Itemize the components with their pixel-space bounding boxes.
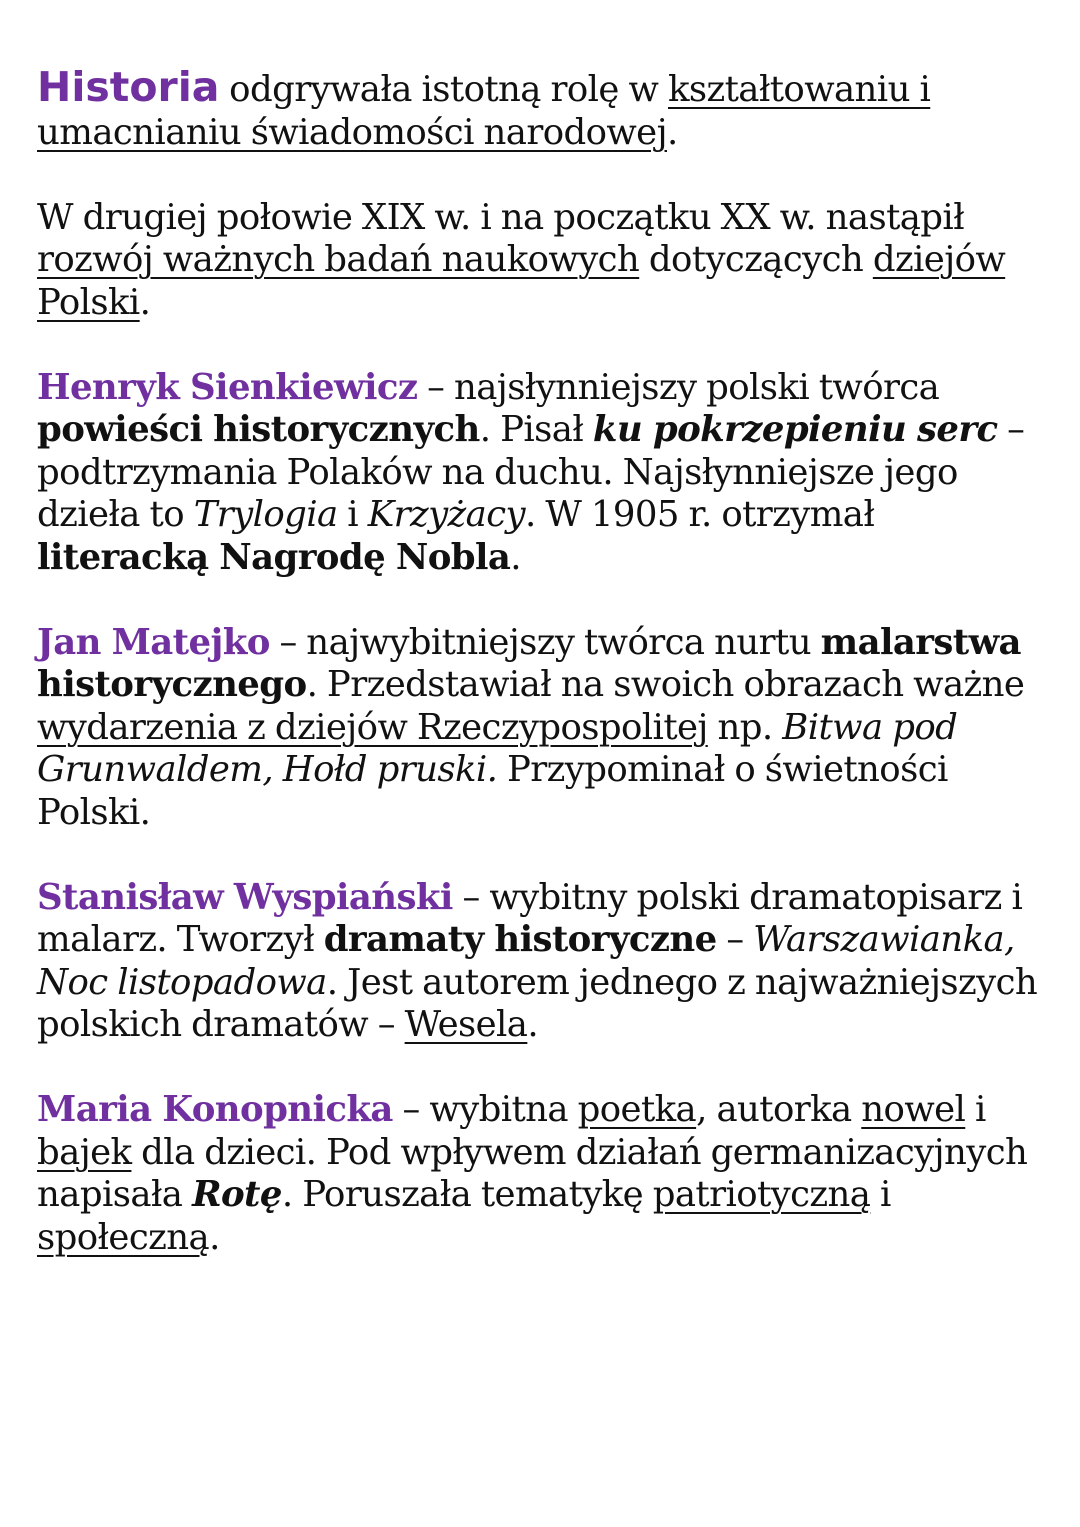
bold-italic-text: ku pokrzepieniu serc: [592, 409, 998, 450]
text-segment: . Przedstawiał na swoich obrazach ważne: [306, 664, 1025, 705]
text-segment: . W 1905 r. otrzymał: [524, 494, 875, 535]
person-name-sienkiewicz: Henryk Sienkiewicz: [37, 366, 418, 408]
text-segment: – najsłynniejszy polski twórca: [417, 366, 940, 408]
text-segment: – najwybitniejszy twórca nurtu: [269, 621, 821, 663]
text-segment: . Pisał: [479, 409, 593, 450]
heading-historia: Historia: [37, 63, 220, 111]
bold-text: malarstwa historycznego: [37, 621, 1021, 705]
underlined-text: bajek: [37, 1131, 132, 1173]
paragraph-konopnicka: [37, 1089, 1052, 1259]
text-segment: , autorka: [696, 1089, 862, 1130]
underlined-text: społeczną: [37, 1216, 210, 1258]
text-segment: – podtrzymania Polaków na duchu. Najsłynniejsze jego dzieła to: [37, 409, 1025, 535]
bold-text: literacką Nagrodę Nobla: [37, 536, 511, 578]
text-segment: odgrywała istotną rolę w: [219, 69, 668, 110]
bold-text: dramaty historyczne: [323, 919, 717, 960]
text-segment: i: [965, 1089, 986, 1130]
bold-italic-text: Rotę: [192, 1174, 282, 1215]
italic-text: Krzyżacy: [367, 494, 525, 535]
underlined-text: dziejów Polski: [37, 239, 1006, 323]
underlined-text: nowel: [861, 1089, 966, 1130]
text-segment: dla dzieci. Pod wpływem działań germanizacyjnych napisała: [37, 1131, 1028, 1215]
underlined-text: patriotyczną: [652, 1174, 871, 1215]
italic-text: Warszawianka, Noc listopadowa: [37, 919, 1015, 1003]
person-name-wyspianski: Stanisław Wyspiański: [37, 876, 453, 918]
text-segment: dotyczących: [639, 239, 873, 280]
underlined-text: wydarzenia z dziejów Rzeczypospolitej: [37, 706, 708, 748]
text-segment: Przypominał o świetności Polski.: [37, 749, 948, 833]
text-segment: i: [870, 1174, 891, 1215]
text-segment: i: [337, 494, 368, 535]
text-segment: .: [527, 1004, 539, 1045]
text-segment: np.: [707, 706, 783, 748]
text-segment: – wybitna: [392, 1089, 578, 1130]
person-name-matejko: Jan Matejko: [37, 621, 270, 663]
text-segment: –: [716, 919, 754, 960]
text-segment: .: [139, 281, 151, 323]
bold-text: powieści historycznych: [37, 409, 480, 450]
text-segment: . Jest autorem jednego z najważniejszych polskich dramatów –: [37, 961, 1038, 1045]
text-segment: .: [667, 111, 678, 153]
italic-text: Bitwa pod Grunwaldem, Hołd pruski.: [37, 706, 958, 790]
underlined-text: poetka: [577, 1089, 697, 1130]
text-segment: . Poruszała tematykę: [281, 1174, 653, 1215]
paragraph-sienkiewicz: [37, 367, 1052, 580]
text-segment: .: [209, 1216, 220, 1258]
text-segment: – wybitny polski dramatopisarz i malarz. Tworzył: [37, 876, 1023, 960]
paragraph-wyspianski: [37, 877, 1052, 1047]
paragraph-historia: [37, 63, 1052, 154]
text-segment: W drugiej połowie XIX w. i na początku XX w. nastąpił: [37, 196, 965, 238]
paragraph-matejko: [37, 622, 1052, 835]
text-segment: .: [510, 536, 521, 578]
person-name-konopnicka: Maria Konopnicka: [37, 1089, 393, 1130]
underlined-text: Wesela: [404, 1004, 528, 1045]
italic-text: Trylogia: [193, 494, 338, 535]
underlined-text: kształtowaniu i umacnianiu świadomości narodowej: [37, 69, 931, 153]
document-page: [37, 63, 1052, 1259]
underlined-text: rozwój ważnych badań naukowych: [37, 239, 640, 280]
paragraph-research: [37, 197, 1052, 325]
